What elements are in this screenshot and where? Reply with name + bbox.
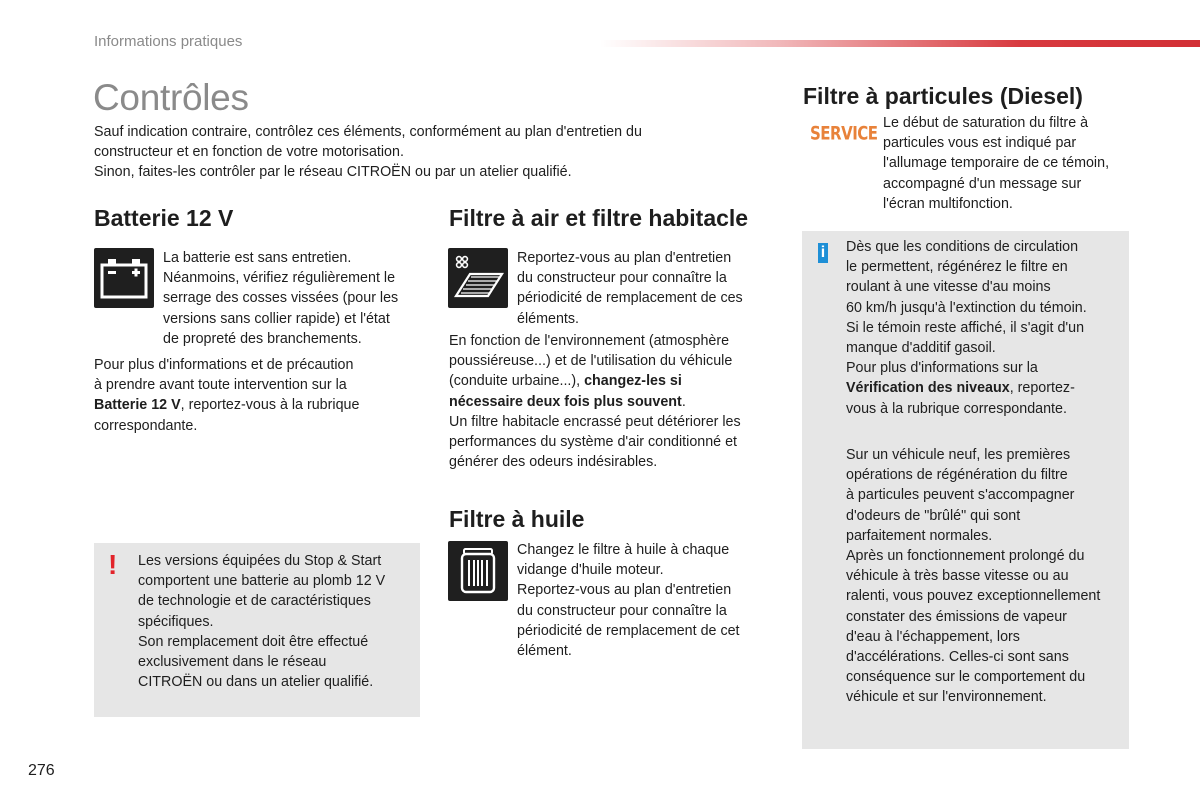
text-line: élément. bbox=[517, 643, 572, 660]
text-line: Si le témoin reste affiché, il s'agit d'un bbox=[846, 319, 1085, 336]
battery-more-info bbox=[94, 355, 424, 436]
service-warning-light: SERVICE bbox=[810, 122, 878, 145]
text-line: de technologie et de caractéristiques bbox=[138, 593, 371, 610]
new-vehicle-text bbox=[846, 445, 1128, 708]
text-line: à particules peuvent s'accompagner bbox=[846, 487, 1075, 504]
text-line: du constructeur pour connaître la bbox=[517, 270, 727, 287]
header-accent-bar bbox=[600, 40, 1200, 47]
stop-start-warning bbox=[94, 543, 420, 717]
text-line: à prendre avant toute intervention sur la bbox=[94, 377, 347, 394]
text-line bbox=[449, 371, 779, 391]
text-line: En fonction de l'environnement (atmosphère bbox=[449, 333, 730, 349]
text-line: Néanmoins, vérifiez régulièrement le bbox=[163, 270, 396, 287]
air-filter-environment bbox=[449, 331, 779, 472]
text-line: éléments. bbox=[517, 310, 579, 327]
info-text bbox=[846, 237, 1126, 419]
text-line: Un filtre habitacle encrassé peut détériorer les bbox=[449, 413, 741, 430]
text-line: l'allumage temporaire de ce témoin, bbox=[883, 155, 1110, 172]
text-line: du constructeur pour connaître la bbox=[517, 602, 727, 619]
text-line: Changez le filtre à huile à chaque bbox=[517, 542, 730, 558]
air-filter-text bbox=[517, 248, 777, 329]
text-line: Reportez-vous au plan d'entretien bbox=[517, 582, 732, 599]
text-line: l'écran multifonction. bbox=[883, 195, 1013, 212]
text-fragment: . bbox=[681, 393, 686, 410]
text-line: périodicité de remplacement de ces bbox=[517, 290, 743, 307]
text-line: correspondante. bbox=[94, 417, 198, 434]
air-filter-heading: Filtre à air et filtre habitacle bbox=[449, 205, 749, 231]
text-line: Reportez-vous au plan d'entretien bbox=[517, 250, 732, 266]
text-line: versions sans collier rapide) et l'état bbox=[163, 310, 390, 327]
oil-filter-heading: Filtre à huile bbox=[449, 506, 585, 532]
air-filter-icon bbox=[448, 248, 508, 308]
text-line: Après un fonctionnement prolongé du bbox=[846, 548, 1085, 565]
text-line: d'accélérations. Celles-ci sont sans bbox=[846, 649, 1069, 666]
battery-icon bbox=[94, 248, 154, 308]
warning-icon: ! bbox=[108, 549, 118, 580]
text-line: manque d'additif gasoil. bbox=[846, 340, 996, 357]
text-fragment: , reportez-vous à la rubrique bbox=[180, 397, 360, 414]
text-line bbox=[94, 395, 424, 415]
text-line: de propreté des branchements. bbox=[163, 330, 362, 347]
page-title: Contrôles bbox=[93, 77, 249, 118]
text-line: périodicité de remplacement de cet bbox=[517, 622, 740, 639]
text-line: générer des odeurs indésirables. bbox=[449, 454, 658, 471]
text-line: 60 km/h jusqu'à l'extinction du témoin. bbox=[846, 299, 1087, 316]
oil-filter-text bbox=[517, 540, 777, 661]
text-line: poussiéreuse...) et de l'utilisation du véhicule bbox=[449, 353, 733, 370]
text-line bbox=[449, 392, 779, 412]
info-icon: i bbox=[818, 243, 828, 263]
intro-text bbox=[94, 122, 734, 183]
text-line: spécifiques. bbox=[138, 613, 214, 630]
text-line: serrage des cosses vissées (pour les bbox=[163, 290, 399, 307]
text-line: Les versions équipées du Stop & Start bbox=[138, 553, 382, 569]
text-line: parfaitement normales. bbox=[846, 527, 993, 544]
text-line: d'odeurs de "brûlé" qui sont bbox=[846, 507, 1021, 524]
text-line: Son remplacement doit être effectué bbox=[138, 633, 369, 650]
intro-line: Sauf indication contraire, contrôlez ces éléments, conformément au plan d'entretien du bbox=[94, 124, 642, 140]
text-line: le permettent, régénérez le filtre en bbox=[846, 259, 1068, 276]
section-label: Informations pratiques bbox=[94, 33, 243, 50]
emphasis: nécessaire deux fois plus souvent bbox=[449, 393, 682, 410]
battery-text bbox=[163, 248, 428, 349]
text-line: comportent une batterie au plomb 12 V bbox=[138, 573, 386, 590]
text-line: performances du système d'air conditionné et bbox=[449, 434, 738, 451]
text-line: vous à la rubrique correspondante. bbox=[846, 400, 1067, 417]
text-line: Dès que les conditions de circulation bbox=[846, 239, 1079, 255]
particle-filter-heading: Filtre à particules (Diesel) bbox=[803, 83, 1083, 109]
text-line: vidange d'huile moteur. bbox=[517, 562, 664, 579]
text-line: opérations de régénération du filtre bbox=[846, 467, 1068, 484]
text-line: véhicule à très basse vitesse ou au bbox=[846, 568, 1069, 585]
text-line: constater des émissions de vapeur bbox=[846, 608, 1067, 625]
text-fragment: (conduite urbaine...), bbox=[449, 373, 585, 390]
text-line bbox=[846, 378, 1126, 398]
cross-reference: Batterie 12 V bbox=[94, 397, 181, 414]
intro-line: Sinon, faites-les contrôler par le réseau CITROËN ou par un atelier qualifié. bbox=[94, 164, 572, 181]
emphasis: changez-les si bbox=[584, 373, 682, 390]
text-line: d'eau à l'échappement, lors bbox=[846, 628, 1020, 645]
text-line: accompagné d'un message sur bbox=[883, 175, 1082, 192]
text-line: CITROËN ou dans un atelier qualifié. bbox=[138, 674, 374, 691]
page-number: 276 bbox=[28, 762, 55, 779]
text-line: Sur un véhicule neuf, les premières bbox=[846, 447, 1071, 463]
text-line: ralenti, vous pouvez exceptionnellement bbox=[846, 588, 1101, 605]
regeneration-info-box bbox=[802, 231, 1129, 749]
text-line: Pour plus d'informations sur la bbox=[846, 360, 1038, 377]
text-line: Pour plus d'informations et de précaution bbox=[94, 357, 354, 373]
text-line: La batterie est sans entretien. bbox=[163, 250, 352, 266]
cross-reference: Vérification des niveaux bbox=[846, 380, 1010, 397]
oil-filter-icon bbox=[448, 541, 508, 601]
intro-line: constructeur et en fonction de votre motorisation. bbox=[94, 144, 404, 161]
text-line: exclusivement dans le réseau bbox=[138, 654, 327, 671]
text-line: conséquence sur le comportement du bbox=[846, 669, 1086, 686]
text-line: Le début de saturation du filtre à bbox=[883, 115, 1089, 131]
text-line: particules vous est indiqué par bbox=[883, 135, 1077, 152]
battery-heading: Batterie 12 V bbox=[94, 205, 234, 231]
text-fragment: , reportez- bbox=[1009, 380, 1075, 397]
text-line: roulant à une vitesse d'au moins bbox=[846, 279, 1051, 296]
warning-text bbox=[138, 551, 418, 692]
text-line: véhicule et sur l'environnement. bbox=[846, 689, 1047, 706]
particle-filter-text bbox=[883, 113, 1143, 214]
